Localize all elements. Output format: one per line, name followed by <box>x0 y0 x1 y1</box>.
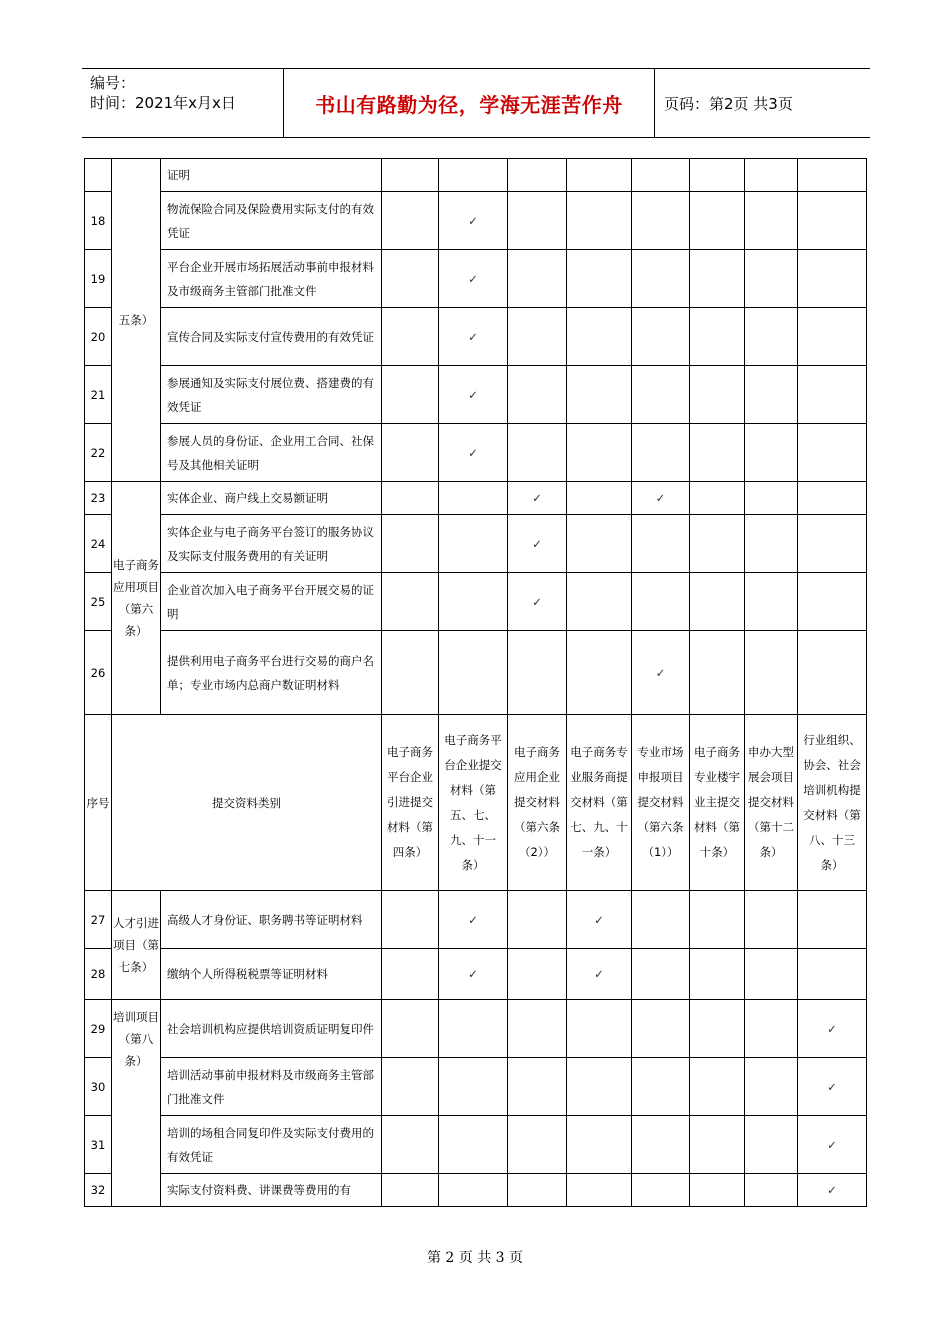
column-header: 电子商务平台企业提交材料（第五、七、九、十一条） <box>439 715 508 891</box>
row-num: 24 <box>85 515 112 573</box>
row-desc: 平台企业开展市场拓展活动事前申报材料及市级商务主管部门批准文件 <box>161 250 382 308</box>
column-header: 专业市场申报项目提交材料（第六条（1）） <box>632 715 690 891</box>
checkmark: ✓ <box>567 891 632 949</box>
table-row <box>85 366 867 424</box>
row-desc: 证明 <box>161 159 382 192</box>
row-num: 18 <box>85 192 112 250</box>
table-row <box>85 631 867 715</box>
checkmark: ✓ <box>798 1000 867 1058</box>
header-motto <box>283 69 655 137</box>
table-row <box>85 891 867 949</box>
row-desc: 物流保险合同及保险费用实际支付的有效凭证 <box>161 192 382 250</box>
column-header: 电子商务应用企业提交材料（第六条（2）） <box>508 715 567 891</box>
checkmark: ✓ <box>798 1058 867 1116</box>
row-desc: 缴纳个人所得税税票等证明材料 <box>161 949 382 1000</box>
checkmark: ✓ <box>798 1116 867 1174</box>
row-desc: 培训活动事前申报材料及市级商务主管部门批准文件 <box>161 1058 382 1116</box>
table-row <box>85 1058 867 1116</box>
checkmark: ✓ <box>439 192 508 250</box>
row-num: 19 <box>85 250 112 308</box>
number-label: 编号： <box>90 74 136 92</box>
column-header-row <box>85 715 867 891</box>
row-desc: 实体企业、商户线上交易额证明 <box>161 482 382 515</box>
date-line: 时间：2021年x月x日 <box>90 94 236 112</box>
document-header <box>82 68 870 138</box>
row-num: 31 <box>85 1116 112 1174</box>
row-desc: 企业首次加入电子商务平台开展交易的证明 <box>161 573 382 631</box>
checkmark: ✓ <box>632 482 690 515</box>
table-row <box>85 1000 867 1058</box>
row-desc: 社会培训机构应提供培训资质证明复印件 <box>161 1000 382 1058</box>
checkmark: ✓ <box>798 1174 867 1207</box>
checkmark: ✓ <box>439 308 508 366</box>
table-row <box>85 1174 867 1207</box>
row-num: 21 <box>85 366 112 424</box>
header-meta <box>82 69 282 137</box>
table-row <box>85 424 867 482</box>
row-desc: 培训的场租合同复印件及实际支付费用的有效凭证 <box>161 1116 382 1174</box>
table-row <box>85 250 867 308</box>
table-row <box>85 192 867 250</box>
table-row <box>85 308 867 366</box>
table-row <box>85 573 867 631</box>
column-header: 电子商务平台企业引进提交材料（第四条） <box>382 715 439 891</box>
row-num: 26 <box>85 631 112 715</box>
checkmark: ✓ <box>632 631 690 715</box>
row-num: 23 <box>85 482 112 515</box>
category-cell: 人才引进项目（第七条） <box>112 891 161 1000</box>
motto-text: 书山有路勤为径，学海无涯苦作舟 <box>315 92 623 117</box>
checkmark: ✓ <box>439 366 508 424</box>
checkmark: ✓ <box>439 250 508 308</box>
checkmark: ✓ <box>567 949 632 1000</box>
type-header: 提交资料类别 <box>112 715 382 891</box>
row-desc: 参展通知及实际支付展位费、搭建费的有效凭证 <box>161 366 382 424</box>
row-num: 20 <box>85 308 112 366</box>
checkmark: ✓ <box>439 949 508 1000</box>
row-num: 30 <box>85 1058 112 1116</box>
category-cell: 培训项目（第八条） <box>112 1000 161 1207</box>
category-cell: 电子商务应用项目（第六条） <box>112 482 161 715</box>
column-header: 电子商务专业服务商提交材料（第七、九、十一条） <box>567 715 632 891</box>
row-num: 28 <box>85 949 112 1000</box>
materials-table <box>84 158 867 1207</box>
page-info: 页码：第2页 共3页 <box>664 94 793 113</box>
row-num: 32 <box>85 1174 112 1207</box>
checkmark: ✓ <box>439 891 508 949</box>
row-num: 29 <box>85 1000 112 1058</box>
table-row <box>85 159 867 192</box>
checkmark: ✓ <box>508 515 567 573</box>
row-num: 27 <box>85 891 112 949</box>
row-desc: 实际支付资料费、讲课费等费用的有 <box>161 1174 382 1207</box>
row-desc: 提供利用电子商务平台进行交易的商户名单；专业市场内总商户数证明材料 <box>161 631 382 715</box>
page-footer: 第 2 页 共 3 页 <box>426 1250 524 1266</box>
checkmark: ✓ <box>508 482 567 515</box>
seq-header: 序号 <box>85 715 112 891</box>
column-header: 行业组织、协会、社会培训机构提交材料（第八、十三条） <box>798 715 867 891</box>
row-desc: 宣传合同及实际支付宣传费用的有效凭证 <box>161 308 382 366</box>
column-header: 申办大型展会项目提交材料（第十二条） <box>745 715 798 891</box>
row-num: 25 <box>85 573 112 631</box>
row-desc: 实体企业与电子商务平台签订的服务协议及实际支付服务费用的有关证明 <box>161 515 382 573</box>
row-desc: 参展人员的身份证、企业用工合同、社保号及其他相关证明 <box>161 424 382 482</box>
checkmark: ✓ <box>508 573 567 631</box>
table-row <box>85 949 867 1000</box>
column-header: 电子商务专业楼宇业主提交材料（第十条） <box>690 715 745 891</box>
category-cell: 五条） <box>112 159 161 482</box>
table-row <box>85 482 867 515</box>
row-desc: 高级人才身份证、职务聘书等证明材料 <box>161 891 382 949</box>
checkmark: ✓ <box>439 424 508 482</box>
table-row <box>85 1116 867 1174</box>
row-num: 22 <box>85 424 112 482</box>
table-row <box>85 515 867 573</box>
